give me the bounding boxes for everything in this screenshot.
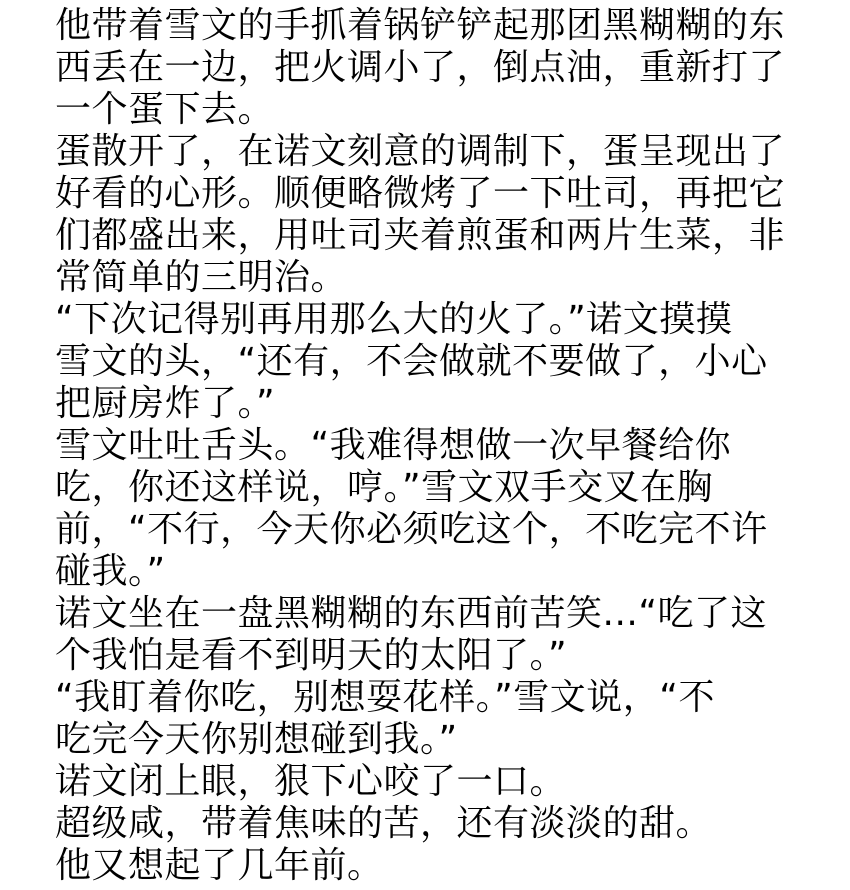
text-line: 吃完今天你别想碰到我。” — [55, 719, 458, 760]
text-line: 个我怕是看不到明天的太阳了。” — [55, 635, 568, 676]
text-line: 西丢在一边，把火调小了，倒点油，重新打了 — [55, 47, 786, 88]
text-line: 雪文吐吐舌头。“我难得想做一次早餐给你 — [55, 425, 732, 466]
text-line: “下次记得别再用那么大的火了。”诺文摸摸 — [55, 299, 733, 340]
text-line: 超级咸，带着焦味的苦，还有淡淡的甜。 — [55, 803, 713, 844]
text-line: 常简单的三明治。 — [55, 257, 348, 298]
text-line: 诺文闭上眼，狠下心咬了一口。 — [55, 761, 567, 802]
text-line: 他又想起了几年前。 — [55, 845, 384, 886]
text-line: 诺文坐在一盘黑糊糊的东西前苦笑...“吃了这 — [55, 593, 767, 634]
text-line: 雪文的头，“还有，不会做就不要做了，小心 — [55, 341, 768, 382]
text-line: 碰我。” — [55, 551, 166, 592]
text-line: 吃，你还这样说，哼。”雪文双手交叉在胸 — [55, 467, 714, 508]
text-line: 把厨房炸了。” — [55, 383, 276, 424]
text-line: 们都盛出来，用吐司夹着煎蛋和两片生菜，非 — [55, 215, 786, 256]
text-line: 前，“不行，今天你必须吃这个，不吃完不许 — [55, 509, 768, 550]
text-line: 蛋散开了，在诺文刻意的调制下，蛋呈现出了 — [55, 131, 786, 172]
text-line: 他带着雪文的手抓着锅铲铲起那团黑糊糊的东 — [55, 5, 786, 46]
text-line: 好看的心形。顺便略微烤了一下吐司，再把它 — [55, 173, 786, 214]
text-line: “我盯着你吃，别想耍花样。”雪文说，“不 — [55, 677, 715, 718]
text-line: 一个蛋下去。 — [55, 89, 275, 130]
